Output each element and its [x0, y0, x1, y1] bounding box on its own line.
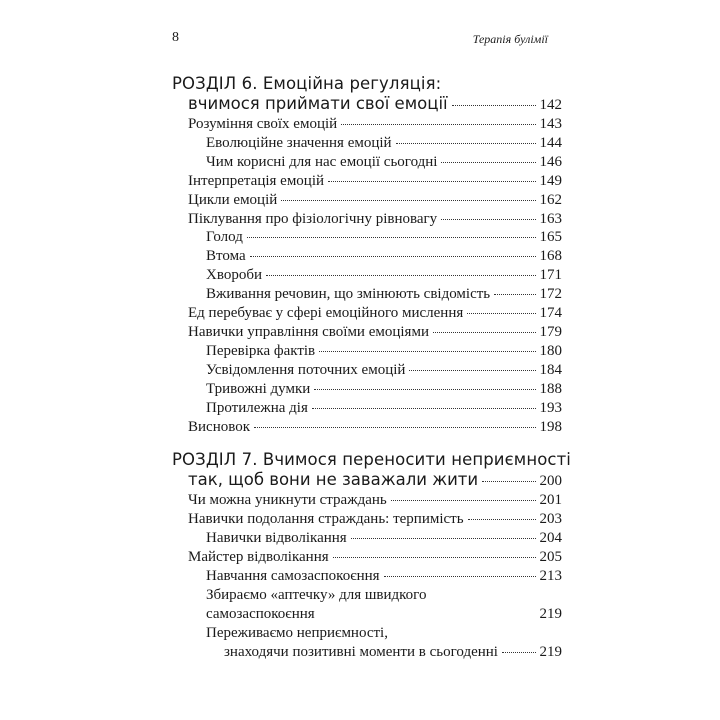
chapter-7-entries	[172, 491, 562, 586]
toc-entry-page: 171	[539, 267, 562, 284]
toc-entry-label: Висновок	[188, 418, 250, 435]
dot-leader	[333, 545, 536, 558]
toc-entry-positive-moments[interactable]	[172, 624, 562, 662]
toc-entry-page: 204	[539, 530, 562, 547]
dot-leader	[351, 526, 536, 539]
dot-leader	[396, 131, 536, 144]
dot-leader	[452, 93, 536, 106]
toc-entry-page: 205	[539, 549, 562, 566]
dot-leader	[494, 282, 535, 295]
dot-leader	[441, 150, 535, 163]
toc-entry-label: Цикли емоцій	[188, 191, 278, 208]
dot-leader	[502, 640, 536, 653]
toc-entry-label: Протилежна дія	[206, 399, 308, 416]
running-title: Терапія булімії	[472, 32, 548, 46]
toc-entry-positive-moments-line-2	[206, 643, 562, 662]
chapter-7	[172, 450, 571, 661]
dot-leader	[467, 301, 535, 314]
toc-entry-page: 188	[539, 380, 562, 397]
dot-leader	[433, 320, 536, 333]
dot-leader	[328, 169, 535, 182]
toc-entry-page: 203	[539, 511, 562, 528]
dot-leader	[254, 415, 536, 428]
chapter-6-page: 142	[539, 97, 562, 113]
dot-leader	[266, 263, 536, 276]
toc-entry-page: 180	[539, 342, 562, 359]
toc-entry-label: Ед перебуває у сфері емоційного мислення	[188, 305, 464, 322]
toc-entry-label: Інтерпретація емоцій	[188, 172, 325, 189]
toc-entry[interactable]	[172, 418, 562, 437]
chapter-7-page: 200	[539, 473, 562, 490]
toc-entry-label: Піклування про фізіологічну рівновагу	[188, 210, 438, 227]
toc-entry-label: самозаспокоєння	[206, 605, 315, 622]
dot-leader	[312, 396, 536, 409]
toc-entry-page: 172	[539, 286, 562, 303]
toc-entry-page: 213	[539, 568, 562, 585]
dot-leader	[441, 207, 535, 220]
dot-leader	[319, 339, 535, 352]
chapter-7-title-line-1[interactable]: РОЗДІЛ 7. Вчимося переносити неприємності	[172, 450, 571, 470]
dot-leader	[247, 225, 536, 238]
toc-entry-page: 184	[539, 361, 562, 378]
toc-entry-label: Втома	[206, 248, 246, 265]
table-of-contents	[172, 74, 571, 662]
toc-entry-label: Тривожні думки	[206, 380, 311, 397]
dot-leader	[384, 564, 536, 577]
toc-entry-page: 193	[539, 399, 562, 416]
toc-entry-label: Голод	[206, 229, 243, 246]
toc-entry-page: 146	[539, 153, 562, 170]
toc-entry-page: 179	[539, 323, 562, 340]
page-number: 8	[172, 30, 179, 45]
toc-entry-page: 144	[539, 134, 562, 151]
toc-entry-page: 143	[539, 116, 562, 132]
dot-leader	[319, 602, 536, 615]
toc-entry-page: 162	[539, 191, 562, 208]
chapter-7-subtitle: так, щоб вони не заважали жити	[188, 470, 479, 490]
dot-leader	[468, 507, 536, 520]
dot-leader	[341, 112, 535, 125]
toc-entry-label: Навички управління своїми емоціями	[188, 323, 429, 340]
dot-leader	[409, 358, 535, 371]
toc-entry-label: Чим корисні для нас емоції сьогодні	[206, 153, 438, 170]
toc-entry-first-aid-kit[interactable]	[172, 586, 562, 624]
toc-entry-label: Майстер відволікання	[188, 549, 329, 566]
chapter-6	[172, 74, 562, 436]
chapter-6-title-line-1[interactable]: РОЗДІЛ 6. Емоційна регуляція:	[172, 74, 442, 93]
dot-leader	[281, 188, 535, 201]
toc-entry-label: знаходячи позитивні моменти в сьогоденні	[224, 643, 498, 660]
toc-entry-first-aid-kit-line-2	[206, 605, 562, 624]
toc-entry-label: Навички відволікання	[206, 530, 347, 547]
toc-entry-page: 149	[539, 172, 562, 189]
dot-leader	[250, 244, 536, 257]
toc-entry-label: Хвороби	[206, 267, 262, 284]
dot-leader	[391, 488, 536, 501]
toc-entry[interactable]	[172, 567, 562, 586]
dot-leader	[314, 377, 535, 390]
toc-entry-page: 198	[539, 418, 562, 435]
toc-entry-label: Чи можна уникнути страждань	[188, 492, 387, 509]
toc-entry-first-aid-kit-line-1: Збираємо «аптечку» для швидкого	[206, 586, 427, 603]
chapter-6-subtitle: вчимося приймати свої емоції	[188, 94, 448, 113]
toc-entry-page: 165	[539, 229, 562, 246]
dot-leader	[482, 469, 535, 482]
toc-entry-label: Еволюційне значення емоцій	[206, 134, 392, 151]
toc-entry-label: Навички подолання страждань: терпимість	[188, 511, 464, 528]
toc-entry-page: 219	[539, 643, 562, 660]
toc-entry-page: 174	[539, 305, 562, 322]
toc-entry-page: 168	[539, 248, 562, 265]
toc-entry-label: Усвідомлення поточних емоцій	[206, 361, 406, 378]
toc-entry-positive-moments-line-1: Переживаємо неприємності,	[206, 624, 388, 641]
toc-entry-label: Перевірка фактів	[206, 342, 316, 359]
toc-entry-page: 163	[539, 210, 562, 227]
toc-entry-label: Вживання речовин, що змінюють свідомість	[206, 286, 491, 303]
chapter-6-entries	[172, 115, 562, 436]
toc-entry-label: Розуміння своїх емоцій	[188, 116, 338, 132]
toc-entry-page: 219	[539, 605, 562, 622]
toc-entry-label: Навчання самозаспокоєння	[206, 568, 380, 585]
toc-entry-page: 201	[539, 492, 562, 509]
